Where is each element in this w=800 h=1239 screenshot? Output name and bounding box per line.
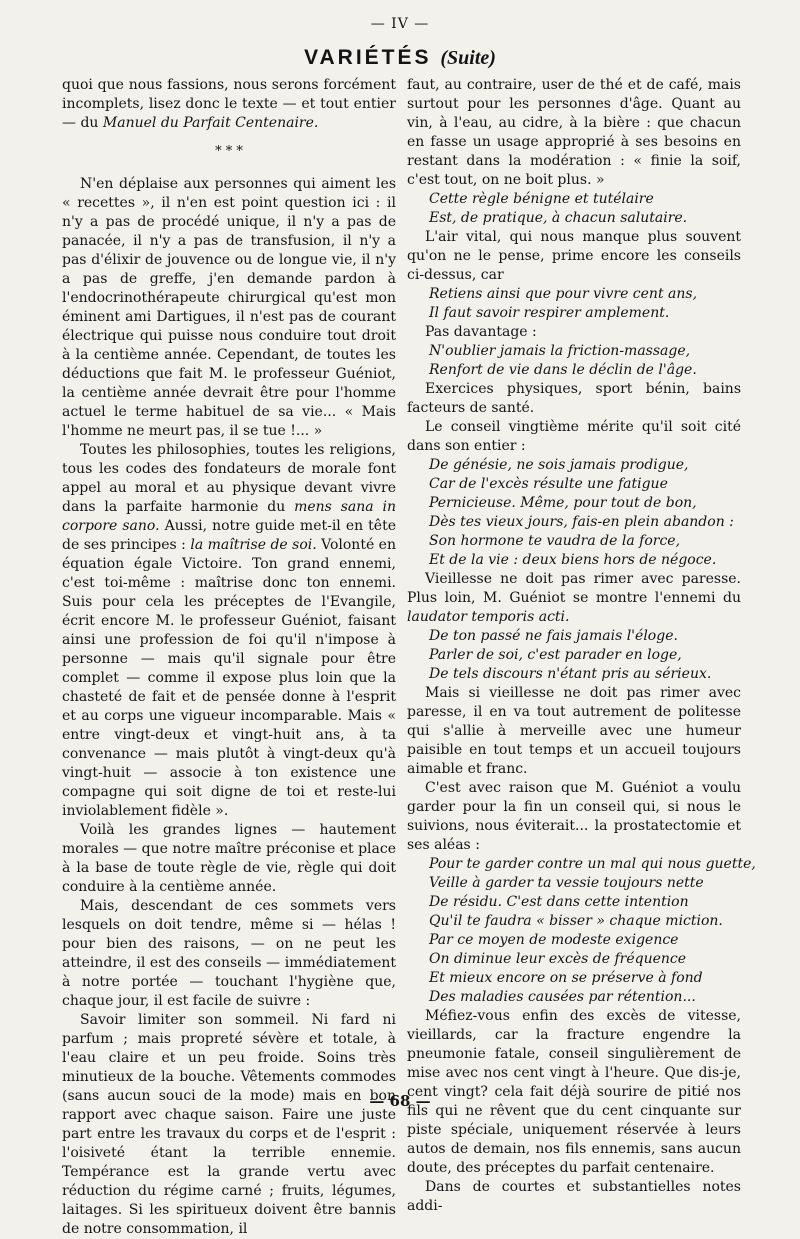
latin-quote: mens sana in corpore sano. <box>62 499 396 534</box>
verse-line: Qu'il te faudra « bisser » chaque miction. <box>429 913 723 929</box>
text-run: quoi que nous fassions, nous serons forcément incomplets, lisez donc le texte — et tout entier — du <box>62 77 396 131</box>
verse-block <box>407 285 741 323</box>
paragraph: Méfiez-vous enfin des excès de vitesse, vieillards, car la fracture engendre la pneumonie fatale, conseil singulièrement de mise avec nos cent vingt à l'heure. Que dis-je, cent vingt? cela fait déjà sourire de pitié nos fils qui ne rêvent que du cent cinquante sur piste spéciale, uniquement réservée à leurs autos de demain, nos fils ennemis, sans aucun doute, des préceptes du parfait centenaire. <box>407 1008 741 1176</box>
verse-line: Retiens ainsi que pour vivre cent ans, <box>429 286 698 302</box>
text-run: Toutes les philosophies, toutes les religions, tous les codes des fondateurs de morale font appel au moral et au physique devant vivre dans la parfaite harmonie du <box>62 442 396 515</box>
verse-block <box>407 855 756 1007</box>
paragraph: L'air vital, qui nous manque plus souvent qu'on ne le pense, prime encore les conseils ci-dessus, car <box>407 229 741 283</box>
verse-line: Et de la vie : deux biens hors de négoce. <box>429 552 717 568</box>
verse-block <box>407 456 741 570</box>
verse-line: Parler de soi, c'est parader en loge, <box>429 647 682 663</box>
verse-line: Dès tes vieux jours, fais-en plein abandon : <box>429 514 734 530</box>
paragraph: Pas davantage : <box>425 324 537 340</box>
paragraph: Mais, descendant de ces sommets vers lesquels on doit tendre, même si — hélas ! pour bien des raisons, — on ne peut les atteindre, il est des conseils — immédiatement à notre portée — touchant l'hygiène que, chaque jour, il est facile de suivre : <box>62 898 396 1009</box>
paragraph: Dans de courtes et substantielles notes addi- <box>407 1179 741 1214</box>
paragraph: Exercices physiques, sport bénin, bains facteurs de santé. <box>407 381 741 416</box>
italic-principle: la maîtrise de soi. <box>190 537 317 553</box>
section-title <box>0 46 800 70</box>
page-number: — 68 — <box>369 1092 431 1110</box>
verse-line: Pour te garder contre un mal qui nous guette, <box>429 856 756 872</box>
text-run: Volonté en équation égale Victoire. Ton grand ennemi, c'est toi-même : maîtrise donc ton ennemi. Suis pour cela les préceptes de l'Evangile, écrit encore M. le professeur Guéniot, faisant ainsi une profession de foi qu'il n'impose à personne — mais qu'il signale pour être complet — comme il expose plus loin que la chasteté de fait et de pensée donne à l'esprit et au corps une vigueur incomparable. Mais « entre vingt-deux et vingt-huit ans, à ta convenance — mais plutôt à vingt-deux qu'à vingt-huit — associe à ton existence une compagne qui soit digne de toi et reste-lui inviolablement fidèle ». <box>62 537 396 819</box>
verse-line: Est, de pratique, à chacun salutaire. <box>429 210 688 226</box>
paragraph: C'est avec raison que M. Guéniot a voulu garder pour la fin un conseil qui, si nous le suivions, nous éviterait... la prostatectomie et ses aléas : <box>407 780 741 853</box>
verse-line: Car de l'excès résulte une fatigue <box>429 476 668 492</box>
text-run: Vieillesse ne doit pas rimer avec paresse. Plus loin, M. Guéniot se montre l'ennemi du <box>407 571 741 606</box>
verse-line: De génésie, ne sois jamais prodigue, <box>429 457 689 473</box>
verse-line: Cette règle bénigne et tutélaire <box>429 191 654 207</box>
paragraph: Mais si vieillesse ne doit pas rimer avec paresse, il en va tout autrement de politesse qui s'allie à merveille avec une humeur paisible en tout temps et un accueil toujours aimable et franc. <box>407 685 741 777</box>
paragraph <box>407 570 741 627</box>
verse-block <box>407 342 741 380</box>
verse-line: Veille à garder ta vessie toujours nette <box>429 875 704 891</box>
paragraph: N'en déplaise aux personnes qui aiment les « recettes », il n'en est point question ici : il n'y a pas de procédé unique, il n'y a pas de panacée, il n'y a pas de transfusion, il n'y a pas d'élixir de jouvence ou de longue vie, il n'y a pas de greffe, j'en demande pardon à l'endocrinothérapeute chirurgical qu'est mon éminent ami Dartigues, il n'est pas de courant électrique qui puisse nous conduire tout droit à la centième année. Cependant, de toutes les déductions que fait M. le professeur Guéniot, la centième année devrait être pour l'homme actuel le terme habituel de sa vie... « Mais l'homme ne meurt pas, il se tue !... » <box>62 176 396 439</box>
paragraph: faut, au contraire, user de thé et de café, mais surtout pour les personnes d'âge. Quant au vin, à l'eau, au cidre, à la bière : que chacun en fasse un usage approprié à ses besoins en restant dans la modération : « finie la soif, c'est tout, on ne boit plus. » <box>407 77 741 188</box>
section-title-main: VARIÉTÉS <box>304 46 432 69</box>
section-title-suffix: (Suite) <box>440 47 496 69</box>
verse-line: Pernicieuse. Même, pour tout de bon, <box>429 495 697 511</box>
verse-line: Des maladies causées par rétention... <box>429 989 696 1005</box>
verse-line: Par ce moyen de modeste exigence <box>429 932 679 948</box>
left-column <box>62 76 396 1239</box>
verse-line: N'oublier jamais la friction-massage, <box>429 343 691 359</box>
text-run: Aussi, notre guide met-il en tête de ses principes : <box>62 518 396 553</box>
asterism-text: * * * <box>215 144 243 159</box>
verse-line: De ton passé ne fais jamais l'éloge. <box>429 628 678 644</box>
verse-block <box>407 190 741 228</box>
paragraph: Savoir limiter son sommeil. Ni fard ni parfum ; mais propreté sévère et totale, à l'eau claire et un peu froide. Soins très minutieux de la bouche. Vêtements commodes (sans aucun souci de la mode) mais en bon rapport avec chaque saison. Faire une juste part entre les travaux du corps et de l'esprit : l'oisiveté étant la terrible ennemie. Tempérance est la grande vertu avec réduction du régime carné ; fruits, légumes, laitages. Si les spiritueux doivent être bannis de notre consommation, il <box>62 1012 396 1237</box>
right-column <box>407 76 756 1216</box>
verse-line: Renfort de vie dans le déclin de l'âge. <box>429 362 697 378</box>
running-head: — IV — <box>370 16 430 32</box>
paragraph <box>62 441 396 821</box>
section-separator-asterism <box>62 144 396 159</box>
paragraph <box>62 76 396 133</box>
latin-quote: laudator temporis acti. <box>407 609 570 625</box>
verse-line: Et mieux encore on se préserve à fond <box>429 970 703 986</box>
verse-line: On diminue leur excès de fréquence <box>429 951 687 967</box>
verse-block <box>407 627 741 684</box>
verse-line: Son hormone te vaudra de la force, <box>429 533 681 549</box>
verse-line: De tels discours n'étant pris au sérieux. <box>429 666 712 682</box>
verse-line: Il faut savoir respirer amplement. <box>429 305 670 321</box>
paragraph: Le conseil vingtième mérite qu'il soit cité dans son entier : <box>407 419 741 454</box>
italic-title: Manuel du Parfait Centenaire. <box>102 115 319 131</box>
paragraph: Voilà les grandes lignes — hautement morales — que notre maître préconise et place à la base de toute règle de vie, règle qui doit conduire à la centième année. <box>62 822 396 895</box>
verse-line: De résidu. C'est dans cette intention <box>429 894 689 910</box>
